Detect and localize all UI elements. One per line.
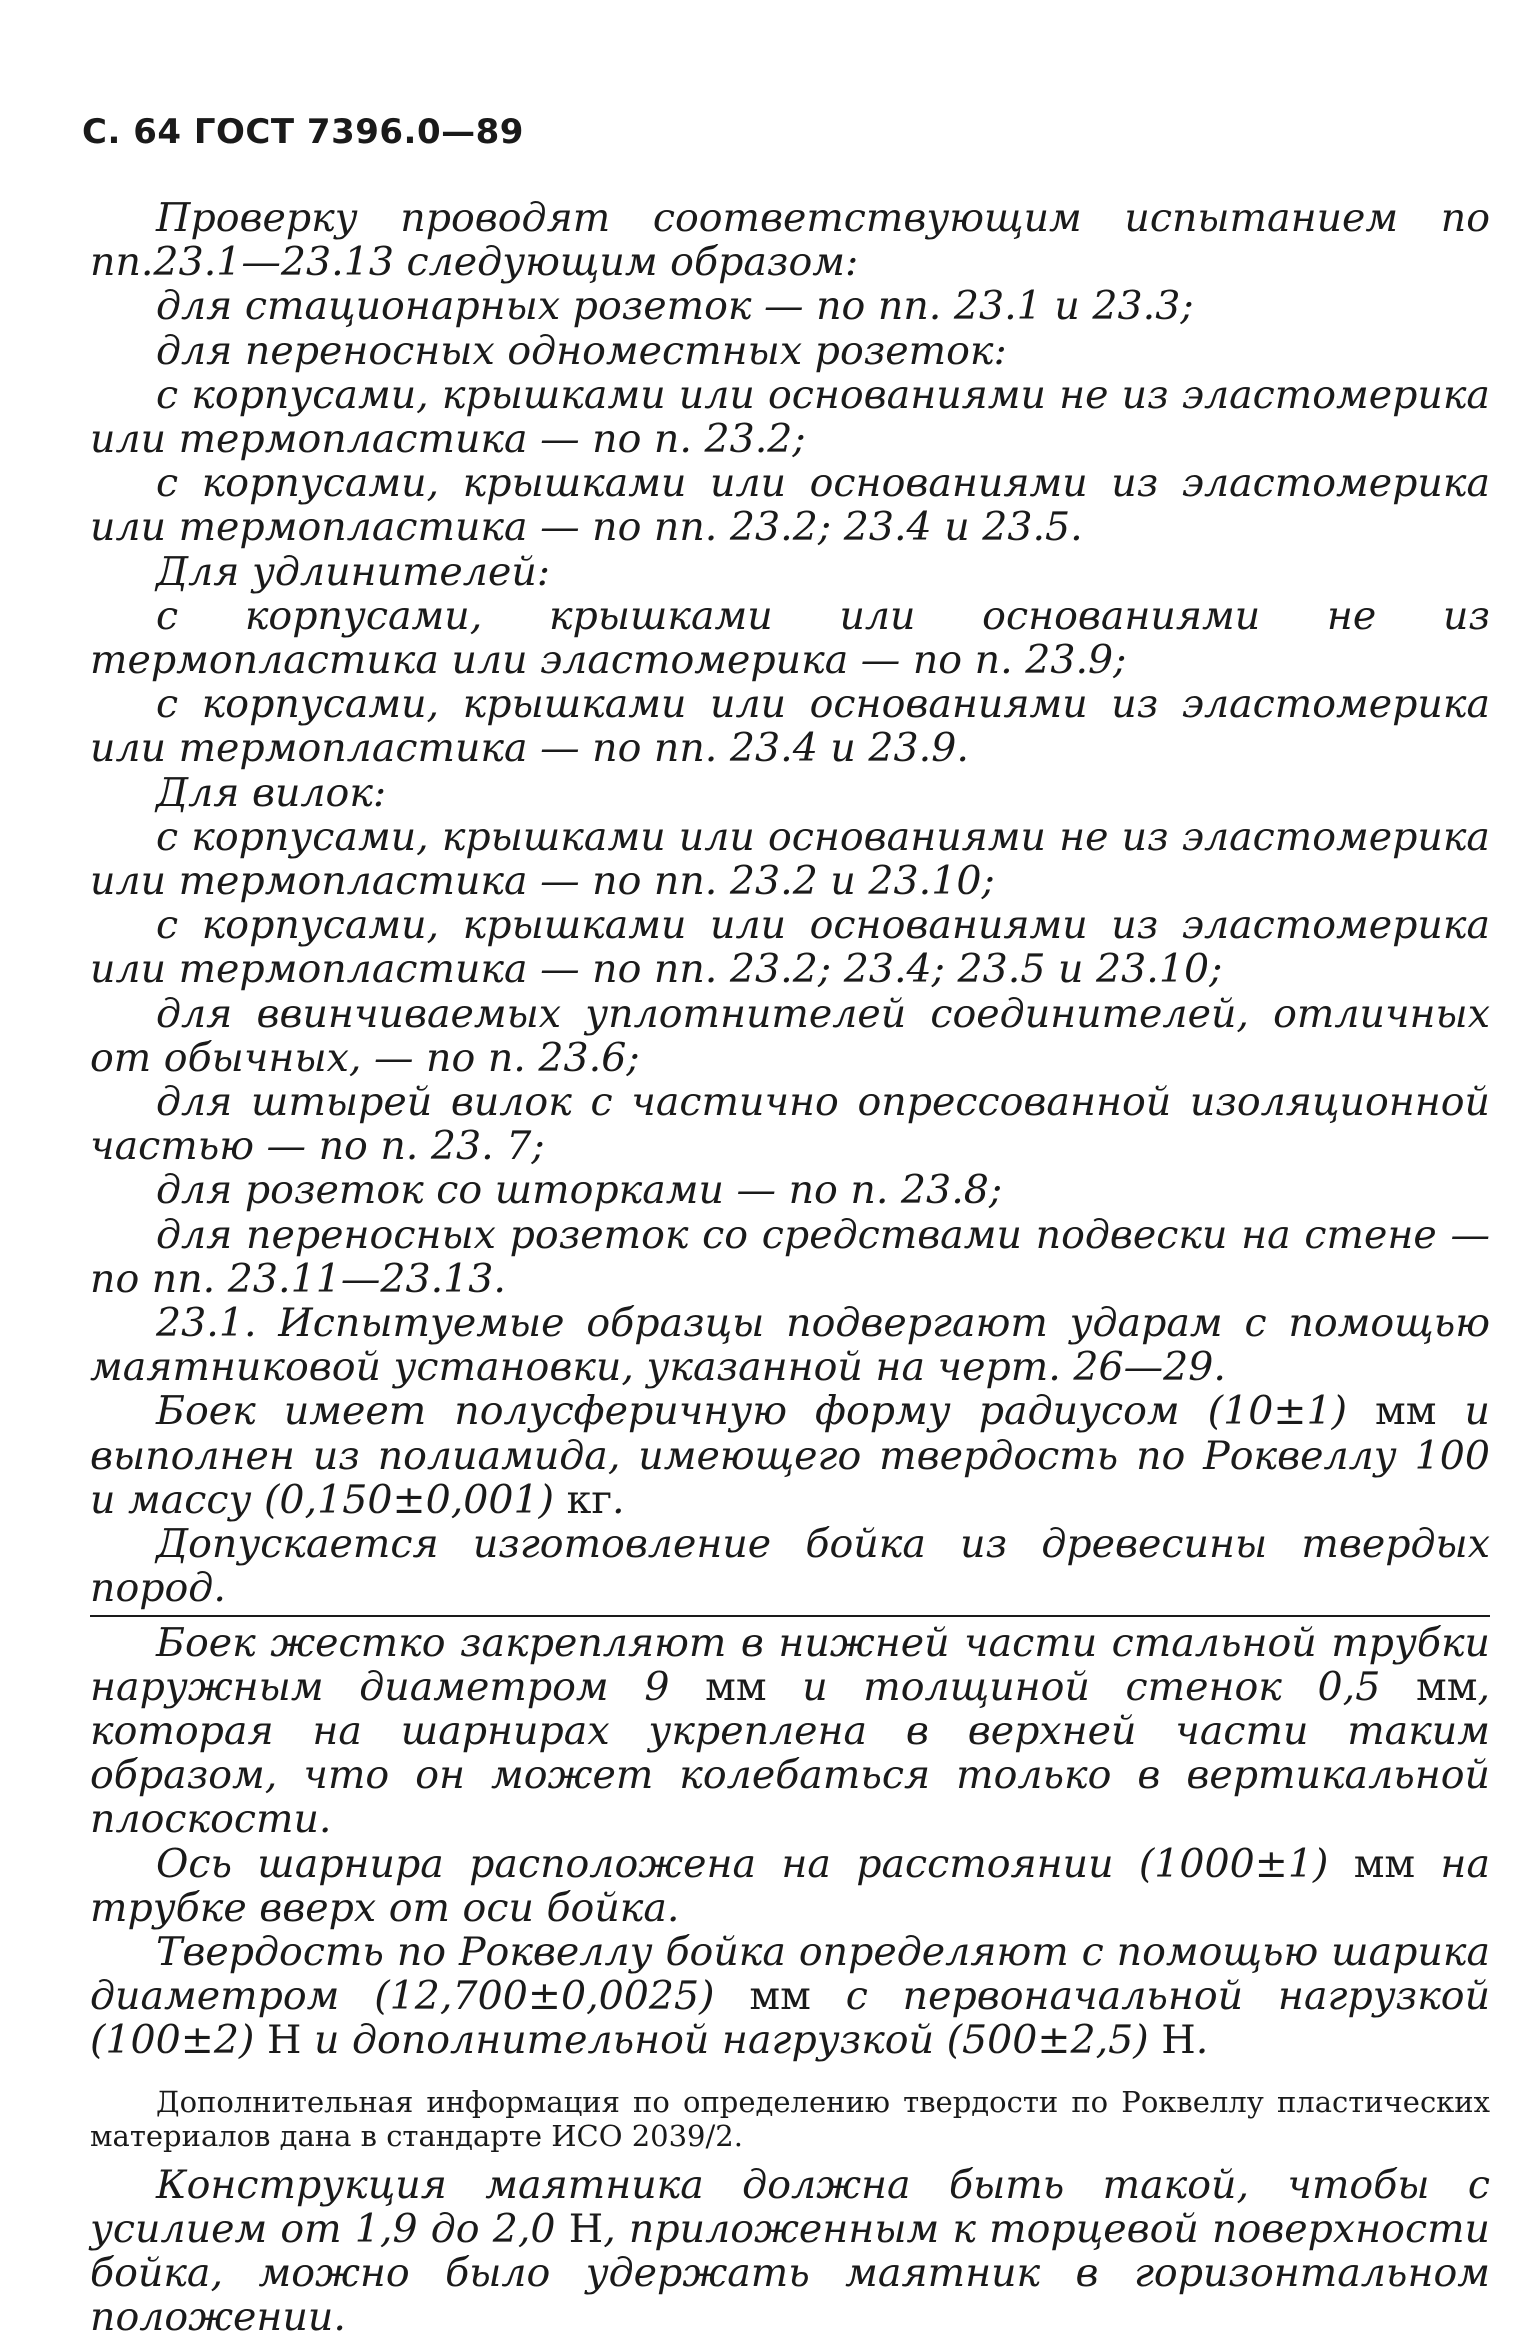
paragraph-striker-shape: Боек имеет полусферичную форму радиусом (10±1) мм и выполнен из полиамида, имеющего твердость по Роквеллу 100 и массу (0,150±0,001) кг.: [90, 1388, 1490, 1523]
paragraph-pivot-axis: Ось шарнира расположена на расстоянии (1000±1) мм на трубке вверх от оси бойка.: [90, 1840, 1491, 1931]
paragraph-striker-mount: Боек жестко закрепляют в нижней части стальной трубки наружным диаметром 9 мм и толщиной стенок 0,5 мм, которая на шарнирах укреплена в верхней части таким образом, что он может колебаться только в вертикальной плоскости.: [90, 1619, 1491, 1843]
paragraph-item: для переносных розеток со средствами подвески на стене — по пп. 23.11—23.13.: [90, 1211, 1490, 1302]
paragraph-item: с корпусами, крышками или основаниями из эластомерика или термопластика — по пп. 23.4 и 23.9.: [90, 681, 1490, 772]
paragraph-intro: Проверку проводят соответствующим испытанием по пп.23.1—23.13 следующим образом:: [90, 195, 1490, 286]
paragraph-item: с корпусами, крышками или основаниями не из эластомерика или термопластика — по пп. 23.2 и 23.10;: [90, 813, 1490, 905]
paragraph-wood-allowed: Допускается изготовление бойка из древесины твердых пород.: [90, 1522, 1490, 1616]
note-paragraph: Дополнительная информация по определению твердости по Роквеллу пластических материалов дана в стандарте ИСО 2039/2.: [90, 2084, 1490, 2153]
paragraph-item: для ввинчиваемых уплотнителей соединителей, отличных от обычных, — по п. 23.6;: [90, 990, 1490, 1081]
paragraph-item: для переносных одноместных розеток:: [156, 327, 1007, 374]
paragraph-item: с корпусами, крышками или основаниями не из термопластика или эластомерика — по п. 23.9;: [90, 592, 1490, 684]
page-header: С. 64 ГОСТ 7396.0—89: [82, 112, 524, 152]
paragraph-item: с корпусами, крышками или основаниями из эластомерика или термопластика — по пп. 23.2; 23.4 и 23.5.: [90, 460, 1490, 551]
document-body: [90, 196, 1490, 2339]
paragraph-item: для стационарных розеток — по пп. 23.1 и 23.3;: [156, 283, 1194, 330]
paragraph-rockwell-test: Твердость по Роквеллу бойка определяют с помощью шарика диаметром (12,700±0,0025) мм с первоначальной нагрузкой (100±2) Н и дополнительной нагрузкой (500±2,5) Н.: [90, 1928, 1491, 2064]
paragraph-pendulum-design: Конструкция маятника должна быть такой, чтобы с усилием от 1,9 до 2,0 Н, приложенным к торцевой поверхности бойка, можно было удержать маятник в горизонтальном положении.: [90, 2161, 1490, 2340]
paragraph-item: с корпусами, крышками или основаниями из эластомерика или термопластика — по пп. 23.2; 23.4; 23.5 и 23.10;: [90, 902, 1490, 993]
paragraph-item: с корпусами, крышками или основаниями не из эластомерика или термопластика — по п. 23.2;: [90, 371, 1490, 463]
paragraph-item: для розеток со шторками — по п. 23.8;: [156, 1167, 1003, 1214]
paragraph-item: для штырей вилок с частично опрессованной изоляционной частью — по п. 23. 7;: [90, 1079, 1490, 1170]
paragraph-heading: Для вилок:: [156, 769, 387, 816]
paragraph-heading: Для удлинителей:: [156, 548, 551, 595]
section-23-1: 23.1. Испытуемые образцы подвергают ударам с помощью маятниковой установки, указанной на черт. 26—29.: [90, 1300, 1490, 1391]
